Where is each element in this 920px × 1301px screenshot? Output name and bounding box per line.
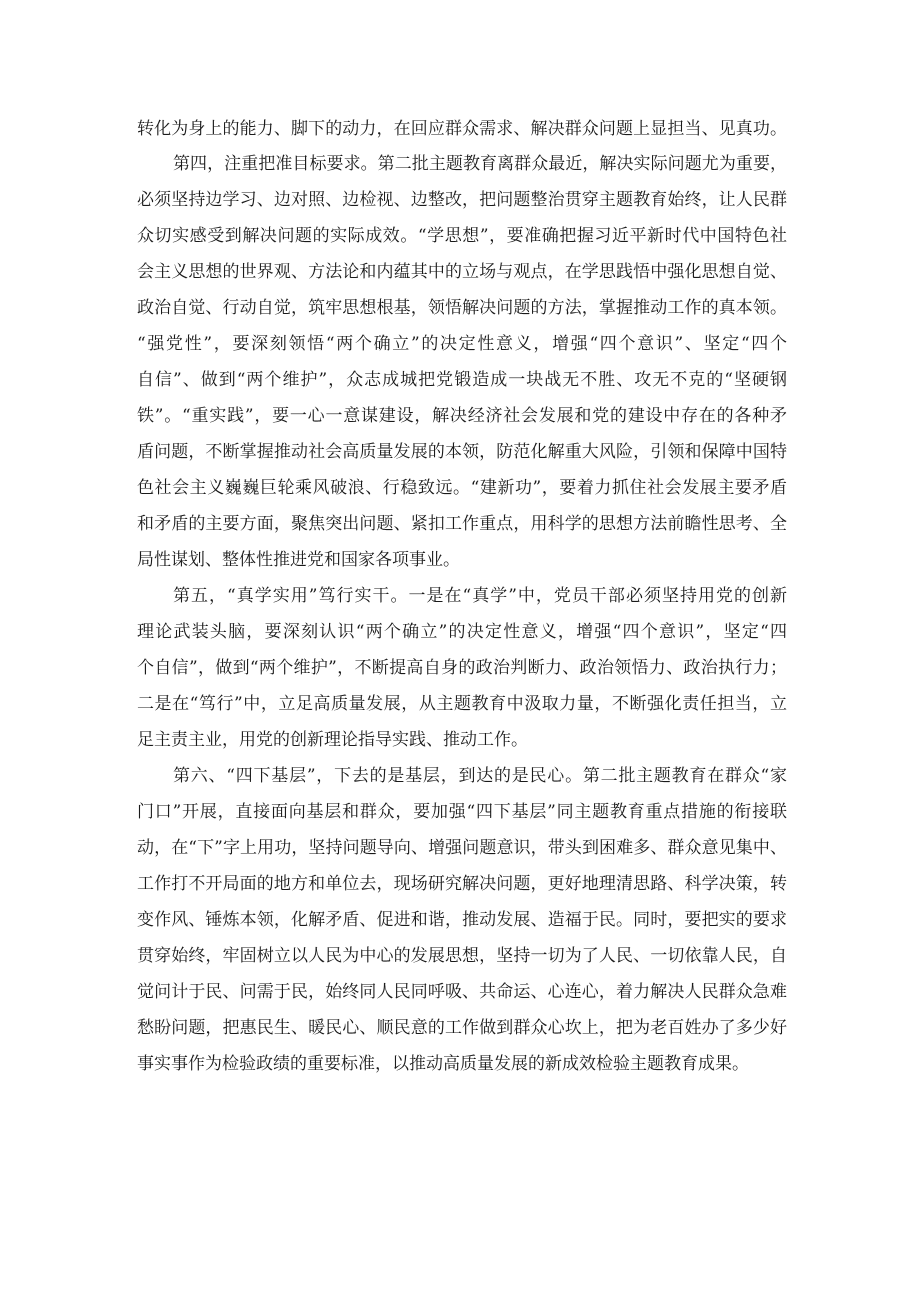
text-line: 贯穿始终，牢固树立以人民为中心的发展思想，坚持一切为了人民、一切依靠人民，自 [137, 946, 787, 966]
text-line: 二是在“笃行”中，立足高质量发展，从主题教育中汲取力量，不断强化责任担当，立 [137, 694, 787, 714]
text-line: 必须坚持边学习、边对照、边检视、边整改，把问题整治贯穿主题教育始终，让人民群 [137, 190, 787, 210]
text-line: 觉问计于民、问需于民，始终同人民同呼吸、共命运、心连心，着力解决人民群众急难 [137, 982, 787, 1002]
paragraph-first-line: 第五，“真学实用”笃行实干。一是在“真学”中，党员干部必须坚持用党的创新 [173, 586, 787, 606]
paragraph-last-line: 足主责主业，用党的创新理论指导实践、推动工作。 [137, 730, 528, 750]
paragraph-first-line: 第四，注重把准目标要求。第二批主题教育离群众最近，解决实际问题尤为重要， [173, 154, 787, 174]
text-line: 理论武装头脑，要深刻认识“两个确立”的决定性意义，增强“四个意识”，坚定“四 [137, 622, 787, 642]
text-line: 铁”。“重实践”，要一心一意谋建设，解决经济社会发展和党的建设中存在的各种矛 [137, 406, 787, 426]
text-line: 自信”、做到“两个维护”，众志成城把党锻造成一块战无不胜、攻无不克的“坚硬钢 [137, 370, 787, 390]
text-line: 个自信”，做到“两个维护”，不断提高自身的政治判断力、政治领悟力、政治执行力； [137, 658, 787, 678]
text-line: 政治自觉、行动自觉，筑牢思想根基，领悟解决问题的方法，掌握推动工作的真本领。 [137, 298, 787, 318]
paragraph-first-line: 第六、“四下基层”，下去的是基层，到达的是民心。第二批主题教育在群众“家 [173, 766, 787, 786]
text-line: 工作打不开局面的地方和单位去，现场研究解决问题，更好地理清思路、科学决策，转 [137, 874, 787, 894]
paragraph-last-line: 事实事作为检验政绩的重要标准，以推动高质量发展的新成效检验主题教育成果。 [137, 1054, 749, 1074]
text-line: 众切实感受到解决问题的实际成效。“学思想”，要准确把握习近平新时代中国特色社 [137, 226, 787, 246]
text-line: “强党性”，要深刻领悟“两个确立”的决定性意义，增强“四个意识”、坚定“四个 [137, 334, 787, 354]
text-line: 会主义思想的世界观、方法论和内蕴其中的立场与观点，在学思践悟中强化思想自觉、 [137, 262, 787, 282]
text-line: 门口”开展，直接面向基层和群众，要加强“四下基层”同主题教育重点措施的衔接联 [137, 802, 787, 822]
text-line: 转化为身上的能力、脚下的动力，在回应群众需求、解决群众问题上显担当、见真功。 [137, 119, 787, 139]
text-line: 愁盼问题，把惠民生、暖民心、顺民意的工作做到群众心坎上，把为老百姓办了多少好 [137, 1018, 787, 1038]
text-line: 和矛盾的主要方面，聚焦突出问题、紧扣工作重点，用科学的思想方法前瞻性思考、全 [137, 514, 787, 534]
text-line: 盾问题，不断掌握推动社会高质量发展的本领，防范化解重大风险，引领和保障中国特 [137, 442, 787, 462]
paragraph-last-line: 局性谋划、整体性推进党和国家各项事业。 [137, 550, 460, 570]
text-line: 变作风、锤炼本领，化解矛盾、促进和谐，推动发展、造福于民。同时，要把实的要求 [137, 910, 787, 930]
text-line: 色社会主义巍巍巨轮乘风破浪、行稳致远。“建新功”，要着力抓住社会发展主要矛盾 [137, 478, 787, 498]
text-line: 动，在“下”字上用功，坚持问题导向、增强问题意识，带头到困难多、群众意见集中、 [137, 838, 787, 858]
